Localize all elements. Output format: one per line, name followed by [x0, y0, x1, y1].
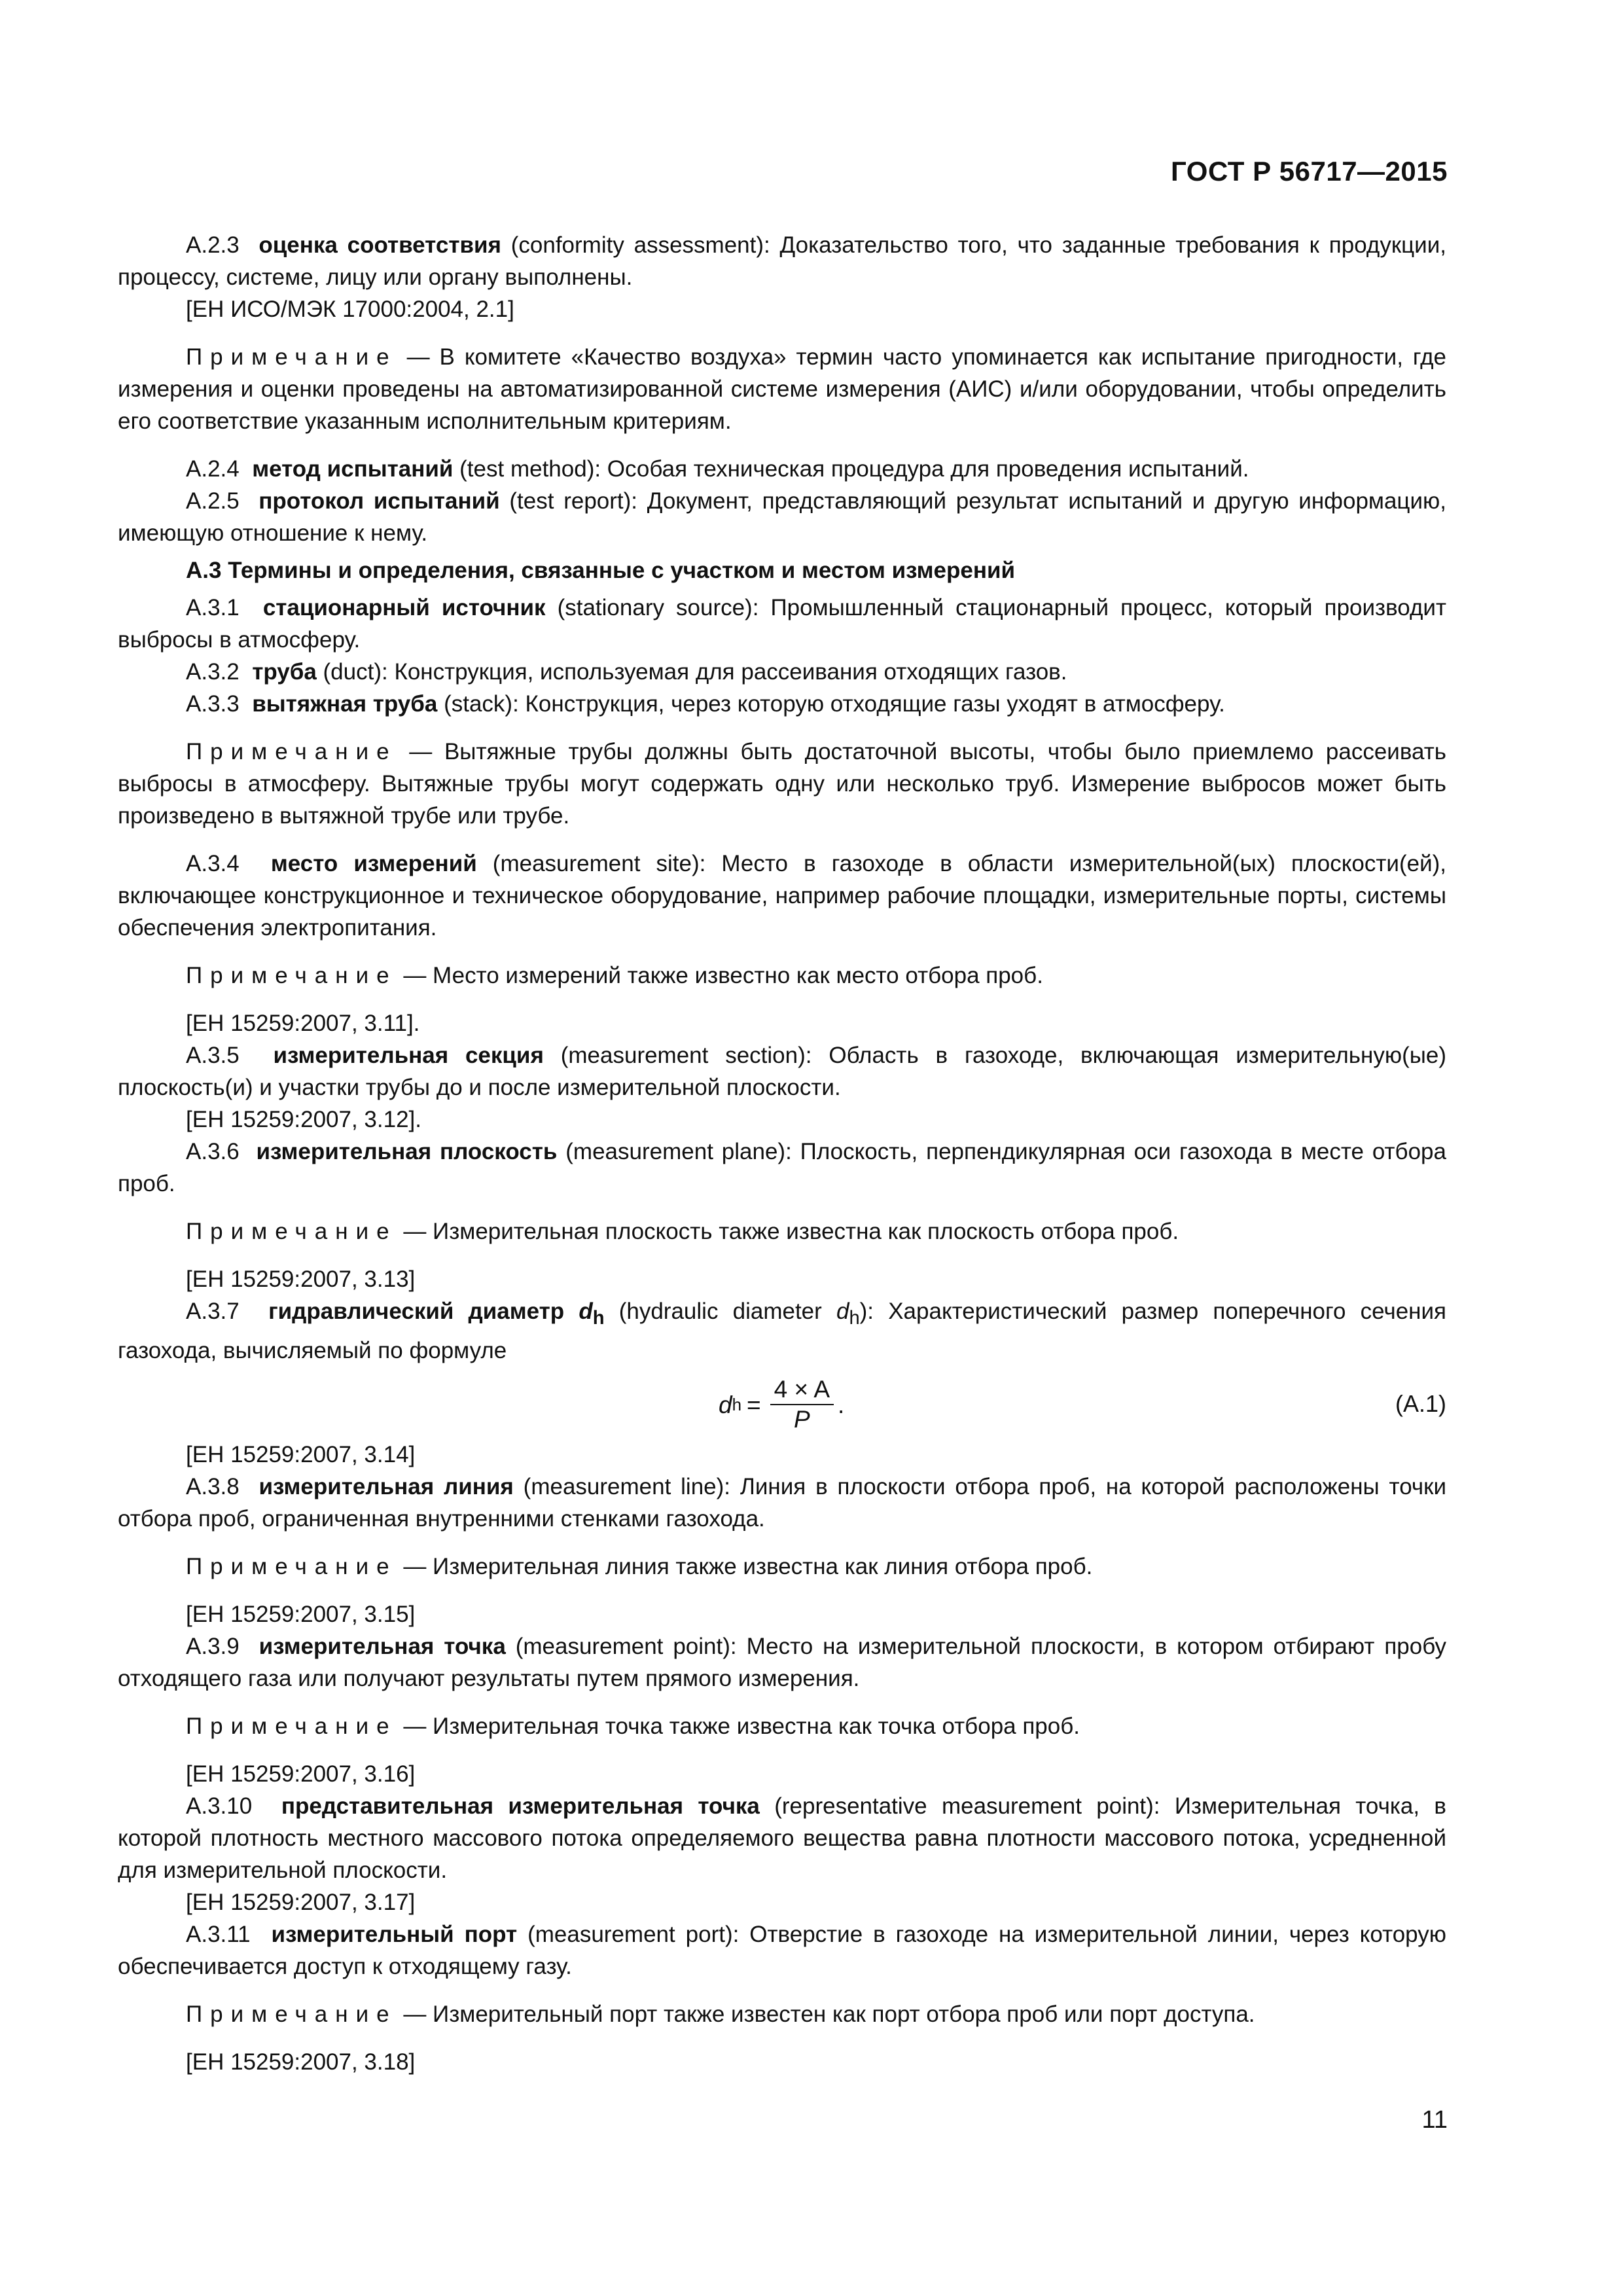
reference: [ЕН 15259:2007, 3.17] — [186, 1890, 416, 1915]
term-a38: А.3.8 измерительная линия (measurement line): Линия в плоскости отбора проб, на которой расположены точки отбора проб, ограниченная внутренними стенками газохода. — [118, 1474, 1446, 1532]
term-a311: А.3.11 измерительный порт (measurement port): Отверстие в газоходе на измерительной линии, через которую обеспечивается доступ к отходящему газу. — [118, 1922, 1446, 1979]
note: Примечание — Измерительный порт также известен как порт отбора проб или порт доступа. — [186, 2001, 1255, 2027]
note: Примечание — Вытяжные трубы должны быть достаточной высоты, чтобы было приемлемо рассеивать выбросы в атмосферу. Вытяжные трубы могут содержать одну или несколько труб. Измерение выбросов может быть произведено в вытяжной трубе или трубе. — [118, 739, 1446, 829]
term-a25: А.2.5 протокол испытаний (test report): Документ, представляющий результат испытаний и другую информацию, имеющую отношение к нему. — [118, 488, 1447, 546]
note: Примечание — Измерительная точка также известна как точка отбора проб. — [186, 1713, 1080, 1739]
formula-expression: d h = $\frac{4 \times A}{P}$ . — [719, 1376, 845, 1433]
page-number: 11 — [1421, 2106, 1448, 2134]
term-a37: А.3.7 гидравлический диаметр $d_h$ (hydraulic diameter $d_h$): Характеристический размер поперечного сечения газохода, вычисляемый по формуле — [118, 1299, 1446, 1363]
term-a35: А.3.5 измерительная секция (measurement section): Область в газоходе, включающая измерительную(ые) плоскость(и) и участки трубы до и после измерительной плоскости. — [118, 1043, 1447, 1100]
term-a34: А.3.4 место измерений (measurement site): Место в газоходе в области измерительной(ых) плоскости(ей), включающее конструкционное и техническое оборудование, например рабочие площадки, измерительные порты, системы обеспечения электропитания. — [118, 851, 1446, 941]
term-a39: А.3.9 измерительная точка (measurement point): Место на измерительной плоскости, в котором отбирают пробу отходящего газа или получают результаты путем прямого измерения. — [118, 1634, 1446, 1691]
term-a23: А.2.3 оценка соответствия (conformity assessment): Доказательство того, что заданные требования к продукции, процессу, системе, лицу или органу выполнены. — [118, 232, 1446, 290]
reference: [ЕН 15259:2007, 3.13] — [186, 1266, 416, 1292]
term-a24: А.2.4 метод испытаний (test method): Особая техническая процедура для проведения испытаний. — [186, 456, 1249, 482]
note: Примечание — Измерительная плоскость также известна как плоскость отбора проб. — [186, 1219, 1179, 1244]
reference: [ЕН 15259:2007, 3.11]. — [186, 1011, 420, 1036]
term-a33: А.3.3 вытяжная труба (stack): Конструкция, через которую отходящие газы уходят в атмосферу. — [186, 691, 1225, 717]
term-a32: А.3.2 труба (duct): Конструкция, используемая для рассеивания отходящих газов. — [186, 659, 1067, 685]
document-header: ГОСТ Р 56717—2015 — [1171, 156, 1448, 187]
reference: [ЕН 15259:2007, 3.14] — [186, 1442, 416, 1467]
formula-a1 — [118, 1368, 1446, 1439]
note: Примечание — Место измерений также известно как место отбора проб. — [186, 963, 1043, 988]
reference: [ЕН 15259:2007, 3.18] — [186, 2049, 416, 2075]
formula-number: (А.1) — [1395, 1390, 1446, 1417]
term-a31: А.3.1 стационарный источник (stationary source): Промышленный стационарный процесс, который производит выбросы в атмосферу. — [118, 595, 1446, 653]
document-body — [118, 229, 1446, 2078]
reference: [ЕН 15259:2007, 3.15] — [186, 1602, 416, 1627]
section-heading: А.3 Термины и определения, связанные с участком и местом измерений — [186, 558, 1015, 583]
formula-fraction: $\frac{4 \times A}{P}$ — [770, 1375, 834, 1434]
reference: [ЕН 15259:2007, 3.16] — [186, 1761, 416, 1787]
term-a36: А.3.6 измерительная плоскость (measurement plane): Плоскость, перпендикулярная оси газохода в месте отбора проб. — [118, 1139, 1446, 1196]
reference: [ЕН ИСО/МЭК 17000:2004, 2.1] — [186, 296, 514, 322]
note: Примечание — Измерительная линия также известна как линия отбора проб. — [186, 1554, 1093, 1579]
reference: [ЕН 15259:2007, 3.12]. — [186, 1107, 421, 1132]
term-a310: А.3.10 представительная измерительная точка (representative measurement point): Измерительная точка, в которой плотность местного массового потока определяемого вещества равна плотности массового потока, усредненной для измерительной плоскости. — [118, 1793, 1446, 1883]
note: Примечание — В комитете «Качество воздуха» термин часто упоминается как испытание пригодности, где измерения и оценки проведены на автоматизированной системе измерения (АИС) и/или оборудовании, чтобы определить его соответствие указанным исполнительным критериям. — [118, 344, 1446, 434]
